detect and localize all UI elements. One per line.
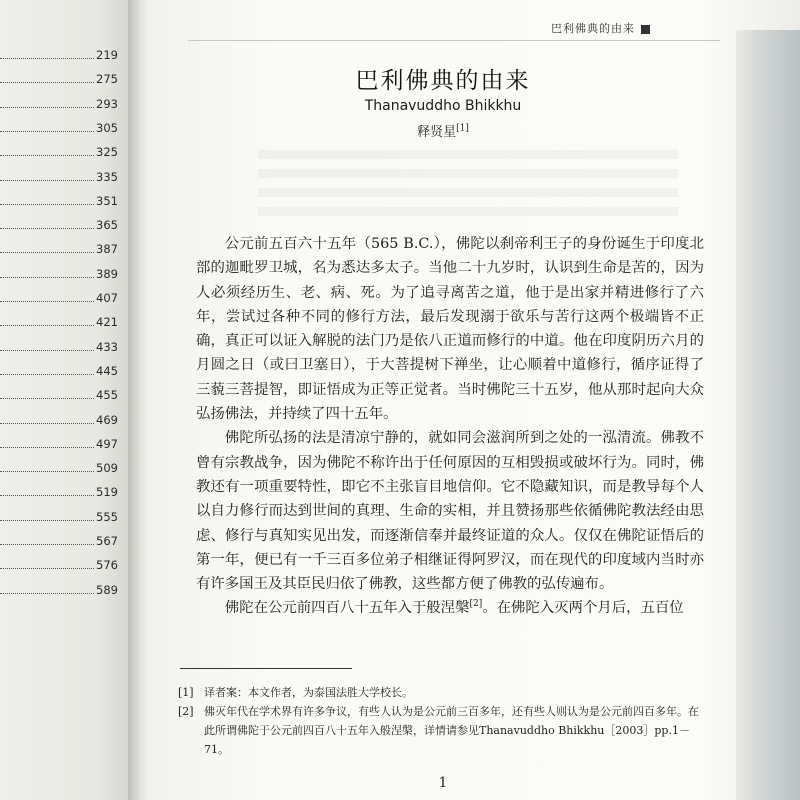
footnote-ref-2: [2]: [469, 599, 483, 610]
toc-page-number: 497: [96, 436, 118, 451]
toc-page-number: 433: [96, 339, 118, 354]
toc-leader-dots: [0, 512, 94, 521]
toc-entry: [0, 315, 118, 331]
toc-page-number: 389: [96, 266, 118, 281]
toc-page-number: 351: [96, 193, 118, 208]
toc-page-number: 519: [96, 485, 118, 500]
left-page: [0, 0, 140, 800]
toc-page-number: 445: [96, 363, 118, 378]
footnote-2-mark: [2]: [178, 705, 194, 718]
toc-page-number: 293: [96, 96, 118, 111]
toc-page-number: 421: [96, 315, 118, 330]
article-title: 巴利佛典的由来: [355, 68, 531, 94]
footnote-1-mark: [1]: [178, 686, 194, 699]
right-page: [148, 0, 800, 800]
paragraph-3: [196, 596, 704, 620]
toc-page-number: 589: [96, 582, 118, 597]
toc-entry: [0, 388, 118, 404]
toc-page-number: 325: [96, 145, 118, 160]
toc-entry: [0, 510, 118, 526]
toc-entry: [0, 48, 118, 64]
toc-leader-dots: [0, 99, 94, 108]
toc-leader-dots: [0, 390, 94, 399]
toc-entry: [0, 170, 118, 186]
footnote-rule: [180, 668, 352, 669]
toc-leader-dots: [0, 196, 94, 205]
paragraph-3-text-after: 。在佛陀入灭两个月后，五百位: [482, 600, 684, 617]
toc-leader-dots: [0, 172, 94, 181]
toc-leader-dots: [0, 439, 94, 448]
toc-entry: [0, 97, 118, 113]
toc-entry: [0, 340, 118, 356]
toc-leader-dots: [0, 342, 94, 351]
toc-page-number: 567: [96, 534, 118, 548]
toc-leader-dots: [0, 366, 94, 375]
running-head-mark: [641, 25, 650, 34]
toc-leader-dots: [0, 487, 94, 496]
toc-page-number: 469: [96, 412, 118, 427]
show-through-text: [258, 150, 678, 220]
running-head: [551, 20, 650, 36]
toc-leader-dots: [0, 293, 94, 302]
footnotes: [178, 683, 708, 759]
toc-entry: [0, 364, 118, 380]
toc-entry: [0, 72, 118, 88]
header-rule: [188, 40, 720, 41]
toc-entry: [0, 437, 118, 453]
toc-page-number: 275: [96, 72, 118, 87]
toc-page-number: 387: [96, 242, 118, 257]
toc-leader-dots: [0, 74, 94, 83]
toc-page-number: 509: [96, 461, 118, 476]
page-number: 1: [438, 775, 448, 791]
paragraph-1: 公元前五百六十五年（565 B.C.），佛陀以刹帝利王子的身份诞生于印度北部的迦毗罗卫城，名为悉达多太子。当他二十九岁时，认识到生命是苦的，因为人必须经历生、老、病、死。为了追寻离苦之道，他于是出家并精进修行了六年，尝试过各种不同的修行方法，最后发现溺于欲乐与苦行这两个极端皆不正确，真正可以证入解脱的法门乃是依八正道而修行的中道。他在印度阴历六月的月圆之日（或曰卫塞日），于大菩提树下禅坐，让心顺着中道修行，循序证得了三藐三菩提智，即证悟成为正等正觉者。当时佛陀三十五岁，他从那时起向大众弘扬佛法，并持续了四十五年。: [196, 236, 704, 423]
toc-entry: [0, 267, 118, 283]
toc-leader-dots: [0, 317, 94, 326]
footnote-2-text: 佛灭年代在学术界有许多争议，有些人认为是公元前三百多年，还有些人则认为是公元前四百多年。在此所谓佛陀于公元前四百八十五年入般涅槃，详情请参见Thanavuddho Bhikkhu［2003］pp.1－71。: [204, 705, 699, 756]
footnote-1: [178, 683, 708, 702]
toc-leader-dots: [0, 147, 94, 156]
toc-leader-dots: [0, 585, 94, 594]
toc-entry: [0, 558, 118, 574]
toc-entry: [0, 583, 118, 599]
toc-entry: [0, 218, 118, 234]
toc-page-number: 365: [96, 218, 118, 233]
toc-leader-dots: [0, 220, 94, 229]
toc-leader-dots: [0, 50, 94, 59]
page-edge: [736, 30, 800, 800]
toc-leader-dots: [0, 560, 94, 569]
toc-page-number: 407: [96, 291, 118, 305]
article-subtitle: Thanavuddho Bhikkhu: [364, 98, 522, 114]
author-line: [148, 121, 738, 140]
toc-entry: [0, 413, 118, 429]
toc-leader-dots: [0, 415, 94, 424]
toc-entry: [0, 121, 118, 137]
toc-entry: [0, 194, 118, 210]
toc-entry: [0, 485, 118, 501]
toc-leader-dots: [0, 536, 94, 545]
author-name: 释贤星: [417, 125, 457, 140]
article-body: [196, 232, 704, 621]
toc-page-number: 305: [96, 120, 118, 135]
toc-leader-dots: [0, 463, 94, 472]
book-gutter: [128, 0, 150, 800]
toc-page-number: 576: [96, 558, 118, 573]
paragraph-3-text: 佛陀在公元前四百八十五年入于般涅槃: [224, 600, 470, 617]
toc-page-number: 555: [96, 509, 118, 524]
toc-page-number: 219: [96, 48, 118, 62]
toc-entry: [0, 291, 118, 307]
toc-page-number: 455: [96, 388, 118, 403]
toc-entry: [0, 145, 118, 161]
toc-page-number: 335: [96, 169, 118, 184]
toc-entry: [0, 242, 118, 258]
toc-entry: [0, 534, 118, 550]
running-head-text: 巴利佛典的由来: [551, 22, 635, 35]
toc-leader-dots: [0, 123, 94, 132]
toc-entry: [0, 461, 118, 477]
author-note-ref: [1]: [456, 123, 469, 134]
paragraph-2: 佛陀所弘扬的法是清凉宁静的，就如同会滋润所到之处的一泓清流。佛教不曾有宗教战争，因为佛陀不称许出于任何原因的互相毁损或破坏行为。同时，佛教还有一项重要特性，即它不主张盲目地信仰。它不隐藏知识，而是教导每个人以自力修行而达到世间的真理、生命的实相，并且赞扬那些依循佛陀教法经由思虑、修行与真知实见出发，而逐渐信奉并最终证道的众人。仅仅在佛陀证悟后的第一年，便已有一千三百多位弟子相继证得阿罗汉，而在现代的印度域内当时亦有许多国王及其臣民归依了佛教，这些都方便了佛教的弘传遍布。: [196, 430, 704, 593]
footnote-2: [178, 702, 708, 759]
footnote-1-text: 译者案：本文作者，为泰国法胜大学校长。: [204, 686, 413, 699]
toc-leader-dots: [0, 244, 94, 253]
toc-leader-dots: [0, 269, 94, 278]
